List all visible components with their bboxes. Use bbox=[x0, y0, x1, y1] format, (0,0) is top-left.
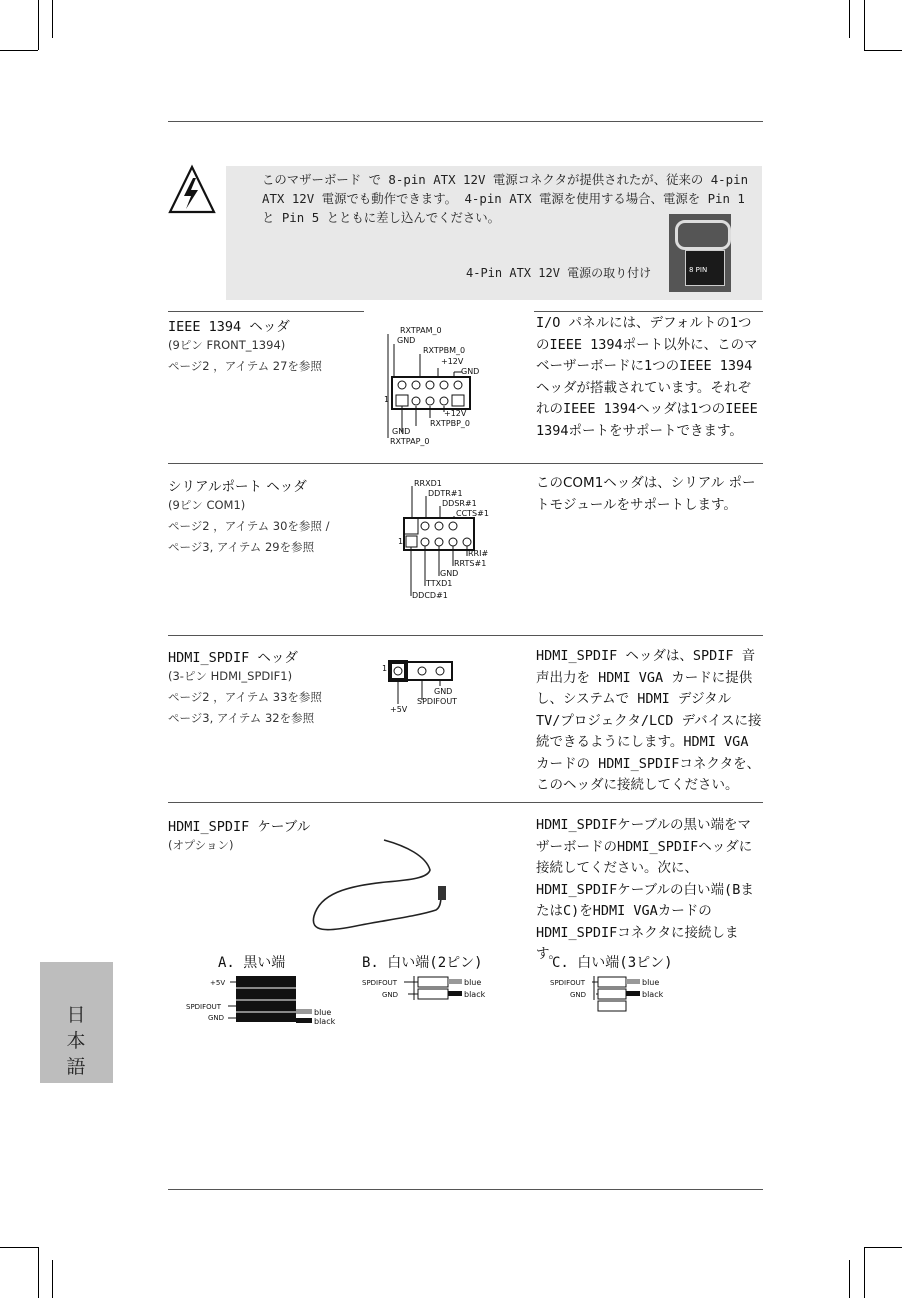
crop-mark bbox=[0, 50, 38, 51]
crop-mark bbox=[38, 0, 39, 50]
crop-mark bbox=[52, 1260, 53, 1298]
serial-header-diagram bbox=[390, 476, 508, 600]
photo-label: 8 PIN bbox=[689, 266, 708, 274]
footer-rule bbox=[168, 1189, 763, 1190]
section-subline: ページ2 ，アイテム 33を参照 bbox=[168, 690, 322, 704]
pin1-label: 1 bbox=[382, 664, 388, 673]
pin-label: CCTS#1 bbox=[456, 509, 489, 518]
section-title: シリアルポート ヘッダ bbox=[168, 479, 307, 495]
wire-label: black bbox=[314, 1017, 336, 1026]
crop-mark bbox=[864, 1247, 865, 1298]
section-subline: (3-ピン HDMI_SPDIF1) bbox=[168, 669, 293, 683]
language-tab-label bbox=[66, 1002, 86, 1080]
pin-label: RXTPBP_0 bbox=[430, 419, 471, 428]
crop-mark bbox=[864, 0, 865, 50]
section-divider bbox=[534, 311, 763, 312]
crop-mark bbox=[864, 50, 902, 51]
cable-end-c bbox=[548, 974, 678, 1020]
pin-label: RRXD1 bbox=[414, 479, 442, 488]
pin-label: RXTPAM_0 bbox=[400, 326, 442, 335]
section-subline: ページ3, アイテム 29を参照 bbox=[168, 540, 315, 554]
warning-icon bbox=[167, 164, 217, 216]
cable-end-c-label: C. 白い端(3ピン) bbox=[552, 955, 673, 971]
pin-label: GND bbox=[208, 1014, 225, 1022]
wire-label: blue bbox=[464, 978, 482, 987]
pin-label: SPDIFOUT bbox=[417, 697, 458, 706]
cable-end-a bbox=[170, 974, 350, 1026]
pin-label: DDSR#1 bbox=[442, 499, 477, 508]
pin-label: DDTR#1 bbox=[428, 489, 463, 498]
pin-label: GND bbox=[392, 427, 411, 436]
crop-mark bbox=[864, 1247, 902, 1248]
cable-end-b bbox=[360, 974, 490, 1008]
pin-label: TTXD1 bbox=[426, 579, 453, 588]
wire-label: blue bbox=[314, 1008, 332, 1017]
pin-label: RRI# bbox=[468, 549, 489, 558]
wire-label: black bbox=[464, 990, 486, 999]
pin-label: +12V bbox=[441, 357, 464, 366]
wire-label: black bbox=[642, 990, 664, 999]
pin-label: SPDIFOUT bbox=[362, 979, 398, 987]
section-description: このCOM1ヘッダは、シリアル ポートモジュールをサポートします。 bbox=[536, 475, 756, 513]
section-subline: (9ピン COM1) bbox=[168, 498, 246, 512]
cable-end-b-label: B. 白い端(2ピン) bbox=[362, 955, 483, 971]
ieee1394-header-diagram bbox=[370, 322, 500, 450]
pin-label: SPDIFOUT bbox=[186, 1003, 222, 1011]
section-title: IEEE 1394 ヘッダ bbox=[168, 319, 290, 335]
connector-photo bbox=[669, 214, 731, 292]
pin1-label: 1 bbox=[384, 395, 390, 404]
language-char: 本 bbox=[66, 1030, 86, 1052]
section-subline: ページ2 ，アイテム 30を参照 / bbox=[168, 519, 330, 533]
hdmi-spdif-header-diagram bbox=[376, 656, 496, 720]
pin-label: GND bbox=[440, 569, 459, 578]
section-divider bbox=[168, 311, 364, 312]
pin-label: GND bbox=[461, 367, 480, 376]
section-description: HDMI_SPDIF ヘッダは、SPDIF 音声出力を HDMI VGA カードに提供し、システムで HDMI デジタル TV/プロジェクタ/LCD デバイスに接続できるようにします。HDMI VGA カードの HDMI_SPDIFコネクタを、このヘッダに接続してください。 bbox=[536, 648, 762, 793]
pin1-label: 1 bbox=[398, 537, 404, 546]
language-char: 日 bbox=[66, 1004, 86, 1026]
section-title: HDMI_SPDIF ヘッダ bbox=[168, 650, 298, 666]
header-rule bbox=[168, 121, 763, 122]
pin-label: SPDIFOUT bbox=[550, 979, 586, 987]
pin-label: RXTPAP_0 bbox=[390, 437, 430, 446]
pin-label: DDCD#1 bbox=[412, 591, 448, 600]
pin-label: GND bbox=[382, 991, 399, 999]
section-subline: ページ3, アイテム 32を参照 bbox=[168, 711, 315, 725]
wire-label: blue bbox=[642, 978, 660, 987]
crop-mark bbox=[38, 1247, 39, 1298]
note-text: このマザーボード で 8-pin ATX 12V 電源コネクタが提供されたが、従来の 4-pin ATX 12V 電源でも動作できます。 4-pin ATX 電源を使用する場合、電源を Pin 1 と Pin 5 とともに差し込んでください。 bbox=[262, 172, 749, 225]
section-title: HDMI_SPDIF ケーブル bbox=[168, 819, 311, 835]
spdif-cable-illustration bbox=[306, 836, 466, 946]
section-subline: (オプション) bbox=[168, 838, 234, 852]
crop-mark bbox=[849, 1260, 850, 1298]
crop-mark bbox=[0, 1247, 38, 1248]
section-description: HDMI_SPDIFケーブルの黒い端をマザーボードのHDMI_SPDIFヘッダに接続してください。次に、HDMI_SPDIFケーブルの白い端(BまたはC)をHDMI VGAカードのHDMI_SPDIFコネクタに接続します。 bbox=[536, 817, 754, 962]
pin-label: RXTPBM_0 bbox=[423, 346, 466, 355]
section-divider bbox=[168, 802, 763, 803]
section-subline: (9ピン FRONT_1394) bbox=[168, 338, 286, 352]
pin-label: GND bbox=[570, 991, 587, 999]
cable-end-a-label: A. 黒い端 bbox=[218, 955, 286, 971]
note-caption: 4-Pin ATX 12V 電源の取り付け bbox=[466, 266, 652, 280]
pin-label: +12V bbox=[444, 409, 467, 418]
pin-label: GND bbox=[397, 336, 416, 345]
language-char: 語 bbox=[66, 1056, 86, 1078]
pin-label: +5V bbox=[210, 979, 226, 987]
section-divider bbox=[168, 635, 763, 636]
pin-label: +5V bbox=[390, 705, 408, 714]
pin-label: RRTS#1 bbox=[454, 559, 487, 568]
section-description: I/O パネルには、デフォルトの1つのIEEE 1394ポート以外に、このマベーザーボードに1つのIEEE 1394ヘッダが搭載されています。それぞれのIEEE 1394ヘッダは1つのIEEE 1394ポートをサポートできます。 bbox=[536, 315, 758, 439]
pin-label: GND bbox=[434, 687, 453, 696]
section-divider bbox=[168, 463, 763, 464]
crop-mark bbox=[849, 0, 850, 38]
section-subline: ページ2 ，アイテム 27を参照 bbox=[168, 359, 322, 373]
crop-mark bbox=[52, 0, 53, 38]
